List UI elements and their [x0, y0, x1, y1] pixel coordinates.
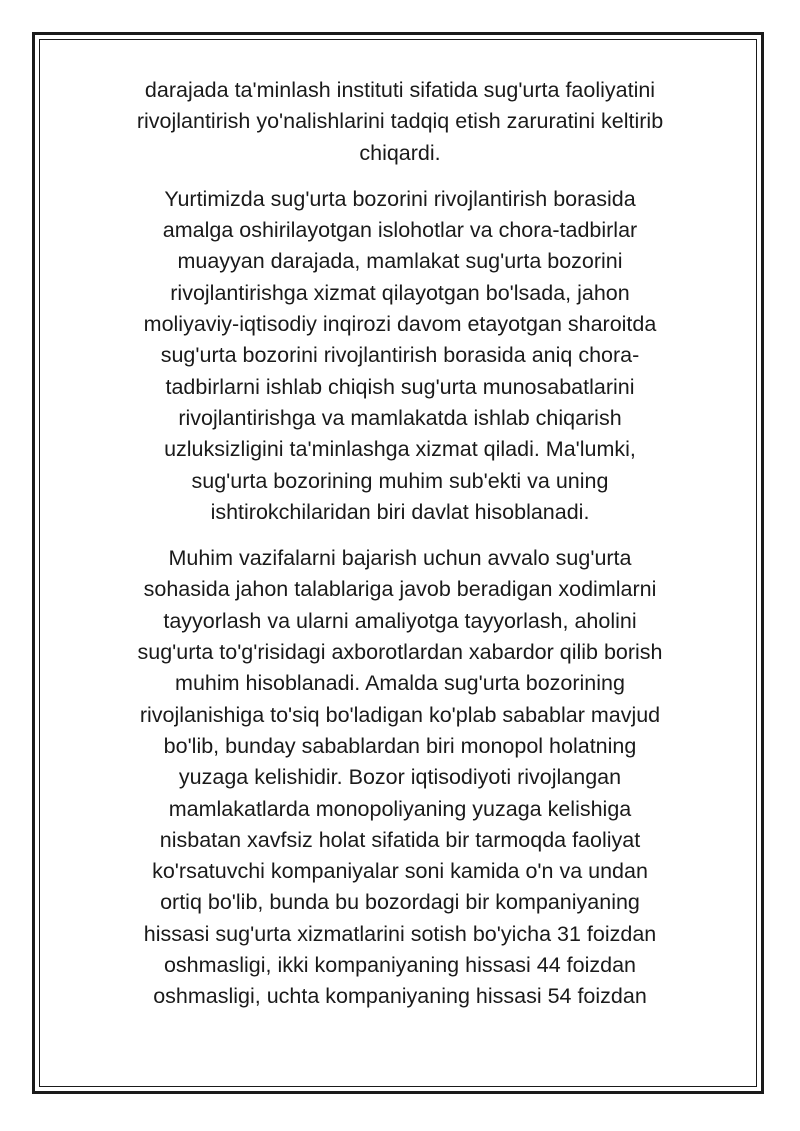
text-line: rivojlantirishga va mamlakatda ishlab chiqarish: [178, 405, 622, 430]
text-line: sug'urta bozorini rivojlantirish borasida aniq chora-: [160, 343, 640, 368]
text-line: rivojlantirish yo'nalishlarini tadqiq etish zaruratini keltirib: [136, 109, 664, 134]
text-line: oshmasligi, uchta kompaniyaning hissasi 54 foizdan: [153, 984, 647, 1009]
text-line: ishtirokchilaridan biri davlat hisoblanadi.: [210, 499, 590, 524]
text-line: muayyan darajada, mamlakat sug'urta bozorini: [177, 249, 623, 274]
document-body: [80, 75, 720, 1028]
text-line: mamlakatlarda monopoliyaning yuzaga kelishiga: [168, 796, 632, 821]
text-line: hissasi sug'urta xizmatlarini sotish bo'yicha 31 foizdan: [143, 921, 657, 946]
paragraph-2: [80, 184, 720, 528]
text-line: sohasida jahon talablariga javob beradigan xodimlarni: [143, 577, 657, 602]
text-line: sug'urta to'g'risidagi axborotlardan xabardor qilib borish: [137, 640, 663, 665]
text-line: tayyorlash va ularni amaliyotga tayyorlash, aholini: [163, 608, 637, 633]
text-line: nisbatan xavfsiz holat sifatida bir tarmoqda faoliyat: [159, 827, 641, 852]
paragraph-3: [80, 543, 720, 1012]
text-line: amalga oshirilayotgan islohotlar va chora-tadbirlar: [162, 218, 638, 243]
text-line: ortiq bo'lib, bunda bu bozordagi bir kompaniyaning: [160, 890, 640, 915]
text-line: tadbirlarni ishlab chiqish sug'urta munosabatlarini: [165, 374, 635, 399]
text-line: uzluksizligini ta'minlashga xizmat qiladi. Ma'lumki,: [164, 437, 636, 462]
text-line: rivojlantirishga xizmat qilayotgan bo'lsada, jahon: [170, 280, 630, 305]
text-line: bo'lib, bunday sabablardan biri monopol holatning: [163, 733, 637, 758]
paragraph-1: [80, 75, 720, 169]
text-line: chiqardi.: [359, 140, 441, 165]
text-line: ko'rsatuvchi kompaniyalar soni kamida o'n va undan: [152, 859, 648, 884]
text-line: Muhim vazifalarni bajarish uchun avvalo sug'urta: [168, 546, 632, 571]
text-line: yuzaga kelishidir. Bozor iqtisodiyoti rivojlangan: [178, 765, 622, 790]
text-line: muhim hisoblanadi. Amalda sug'urta bozorining: [175, 671, 625, 696]
text-line: oshmasligi, ikki kompaniyaning hissasi 44 foizdan: [163, 953, 637, 978]
text-line: rivojlanishiga to'siq bo'ladigan ko'plab sabablar mavjud: [139, 702, 661, 727]
text-line: Yurtimizda sug'urta bozorini rivojlantirish borasida: [164, 186, 636, 211]
text-line: sug'urta bozorining muhim sub'ekti va uning: [191, 468, 609, 493]
text-line: darajada ta'minlash instituti sifatida sug'urta faoliyatini: [144, 78, 656, 102]
text-line: moliyaviy-iqtisodiy inqirozi davom etayotgan sharoitda: [143, 312, 657, 337]
